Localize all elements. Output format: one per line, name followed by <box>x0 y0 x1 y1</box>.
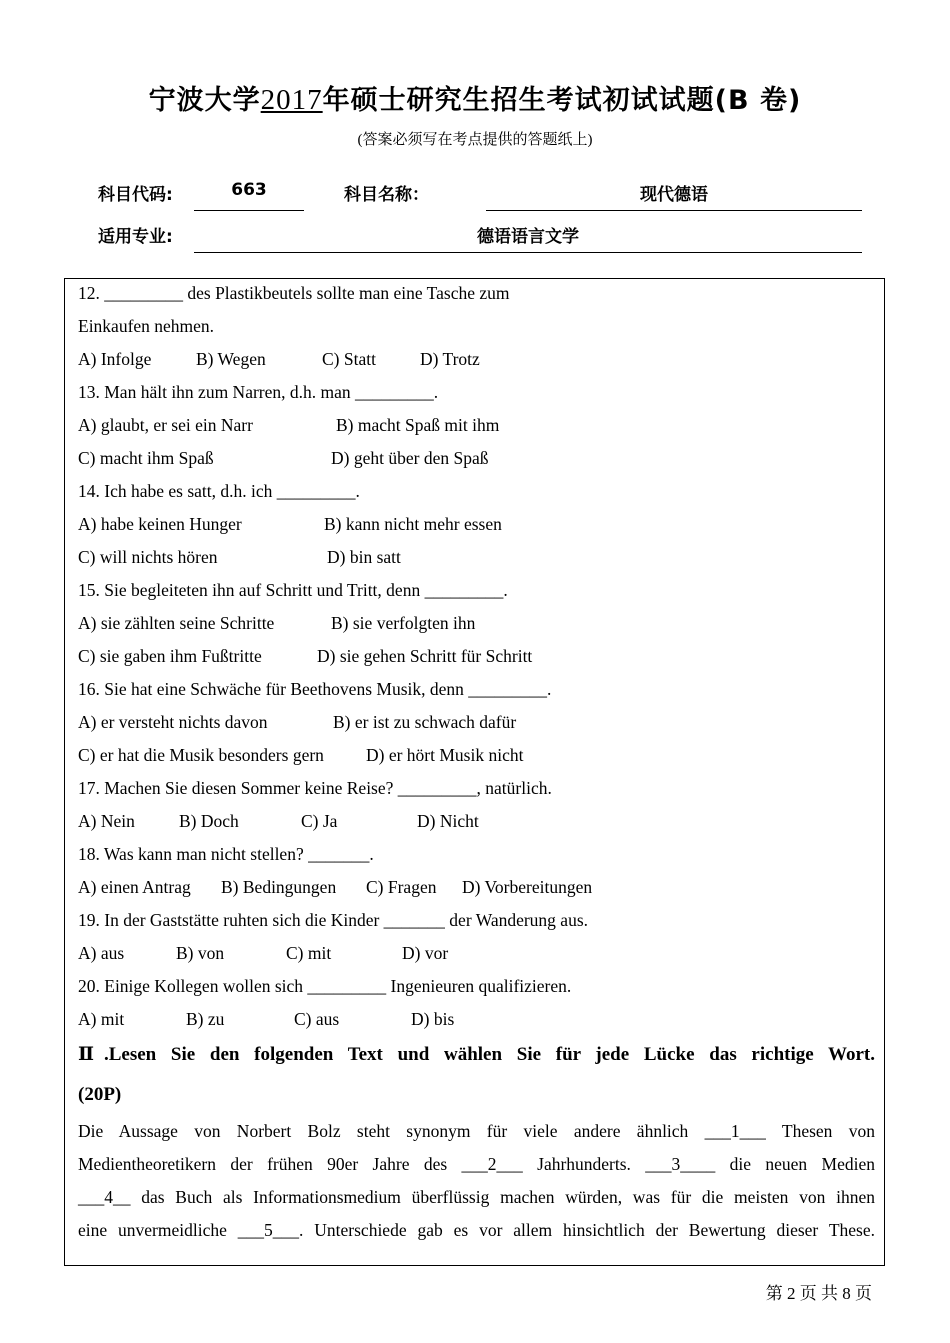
question-16-option-d: D) er hört Musik nicht <box>366 745 524 765</box>
question-18-option-a: A) einen Antrag <box>78 877 191 897</box>
section-2-heading: Ⅱ.Lesen Sie den folgenden Text und wählen Sie für jede Lücke das richtige Wort. <box>78 1044 875 1065</box>
subject-code-underline <box>194 210 304 211</box>
reading-passage <box>78 1115 875 1247</box>
question-20-option-b: B) zu <box>186 1009 225 1029</box>
section-2-points: (20P) <box>78 1084 122 1105</box>
subject-code-value: 663 <box>231 180 267 200</box>
question-17-option-c: C) Ja <box>301 811 338 831</box>
question-17-option-b: B) Doch <box>179 811 239 831</box>
question-18-stem: 18. Was kann man nicht stellen? _______. <box>78 844 374 864</box>
exam-title: 宁波大学2017年硕士研究生招生考试初试试题(B 卷) <box>148 84 802 116</box>
question-16-option-a: A) er versteht nichts davon <box>78 712 268 732</box>
question-13-option-c: C) macht ihm Spaß <box>78 448 214 468</box>
question-19-option-a: A) aus <box>78 943 125 963</box>
question-19-stem: 19. In der Gaststätte ruhten sich die Kinder _______ der Wanderung aus. <box>78 910 589 930</box>
passage-line: Medientheoretikern der frühen 90er Jahre des ___2___ Jahrhunderts. ___3____ die neuen Medien <box>78 1154 875 1174</box>
question-18-option-b: B) Bedingungen <box>221 877 337 897</box>
page-number: 第 2 页 共 8 页 <box>765 1284 872 1303</box>
question-17-option-d: D) Nicht <box>417 811 479 831</box>
passage-line: eine unvermeidliche ___5___. Unterschiede gab es vor allem hinsichtlich der Bewertung dieser These. <box>78 1220 875 1240</box>
question-16-option-b: B) er ist zu schwach dafür <box>333 712 517 732</box>
answer-note: (答案必须写在考点提供的答题纸上) <box>357 132 593 148</box>
question-12-option-a: A) Infolge <box>78 349 152 369</box>
question-13-option-b: B) macht Spaß mit ihm <box>336 415 500 435</box>
question-15-stem: 15. Sie begleiteten ihn auf Schritt und Tritt, denn _________. <box>78 580 508 600</box>
question-15-option-b: B) sie verfolgten ihn <box>331 613 476 633</box>
passage-line: Die Aussage von Norbert Bolz steht synonym für viele andere ähnlich ___1___ Thesen von <box>78 1121 875 1141</box>
question-12-option-b: B) Wegen <box>196 349 266 369</box>
question-14-stem: 14. Ich habe es satt, d.h. ich _________. <box>78 481 360 501</box>
question-20-stem: 20. Einige Kollegen wollen sich _________ Ingenieuren qualifizieren. <box>78 976 572 996</box>
question-14-option-a: A) habe keinen Hunger <box>78 514 242 534</box>
subject-name-label: 科目名称： <box>344 185 429 205</box>
subject-name-underline <box>486 210 862 211</box>
question-12-stem: 12. _________ des Plastikbeutels sollte man eine Tasche zum <box>78 283 510 303</box>
question-19-option-b: B) von <box>176 943 225 963</box>
passage-line: ___4__ das Buch als Informationsmedium überflüssig machen würden, was für die meisten von ihnen <box>78 1187 875 1207</box>
question-13-option-a: A) glaubt, er sei ein Narr <box>78 415 253 435</box>
question-16-option-c: C) er hat die Musik besonders gern <box>78 745 324 765</box>
question-12-option-c: C) Statt <box>322 349 376 369</box>
question-15-option-d: D) sie gehen Schritt für Schritt <box>317 646 533 666</box>
question-13-stem: 13. Man hält ihn zum Narren, d.h. man _________. <box>78 382 439 402</box>
subject-name-value: 现代德语 <box>640 185 708 205</box>
subject-code-label: 科目代码: <box>98 185 173 205</box>
question-19-option-d: D) vor <box>402 943 449 963</box>
question-17-stem: 17. Machen Sie diesen Sommer keine Reise? _________, natürlich. <box>78 778 552 798</box>
question-16-stem: 16. Sie hat eine Schwäche für Beethovens Musik, denn _________. <box>78 679 552 699</box>
major-value: 德语语言文学 <box>477 227 579 247</box>
question-14-option-b: B) kann nicht mehr essen <box>324 514 502 534</box>
question-13-option-d: D) geht über den Spaß <box>331 448 489 468</box>
question-20-option-d: D) bis <box>411 1009 455 1029</box>
question-20-option-a: A) mit <box>78 1009 125 1029</box>
question-18-option-d: D) Vorbereitungen <box>462 877 593 897</box>
major-label: 适用专业: <box>98 227 173 247</box>
major-underline <box>194 252 862 253</box>
exam-year: 2017 <box>260 84 323 116</box>
question-15-option-c: C) sie gaben ihm Fußtritte <box>78 646 262 666</box>
question-14-option-c: C) will nichts hören <box>78 547 218 567</box>
question-12-option-d: D) Trotz <box>420 349 480 369</box>
question-18-option-c: C) Fragen <box>366 877 437 897</box>
question-15-option-a: A) sie zählten seine Schritte <box>78 613 275 633</box>
question-17-option-a: A) Nein <box>78 811 135 831</box>
question-14-option-d: D) bin satt <box>327 547 401 567</box>
question-20-option-c: C) aus <box>294 1009 340 1029</box>
question-19-option-c: C) mit <box>286 943 332 963</box>
question-12-stem-cont: Einkaufen nehmen. <box>78 316 215 336</box>
